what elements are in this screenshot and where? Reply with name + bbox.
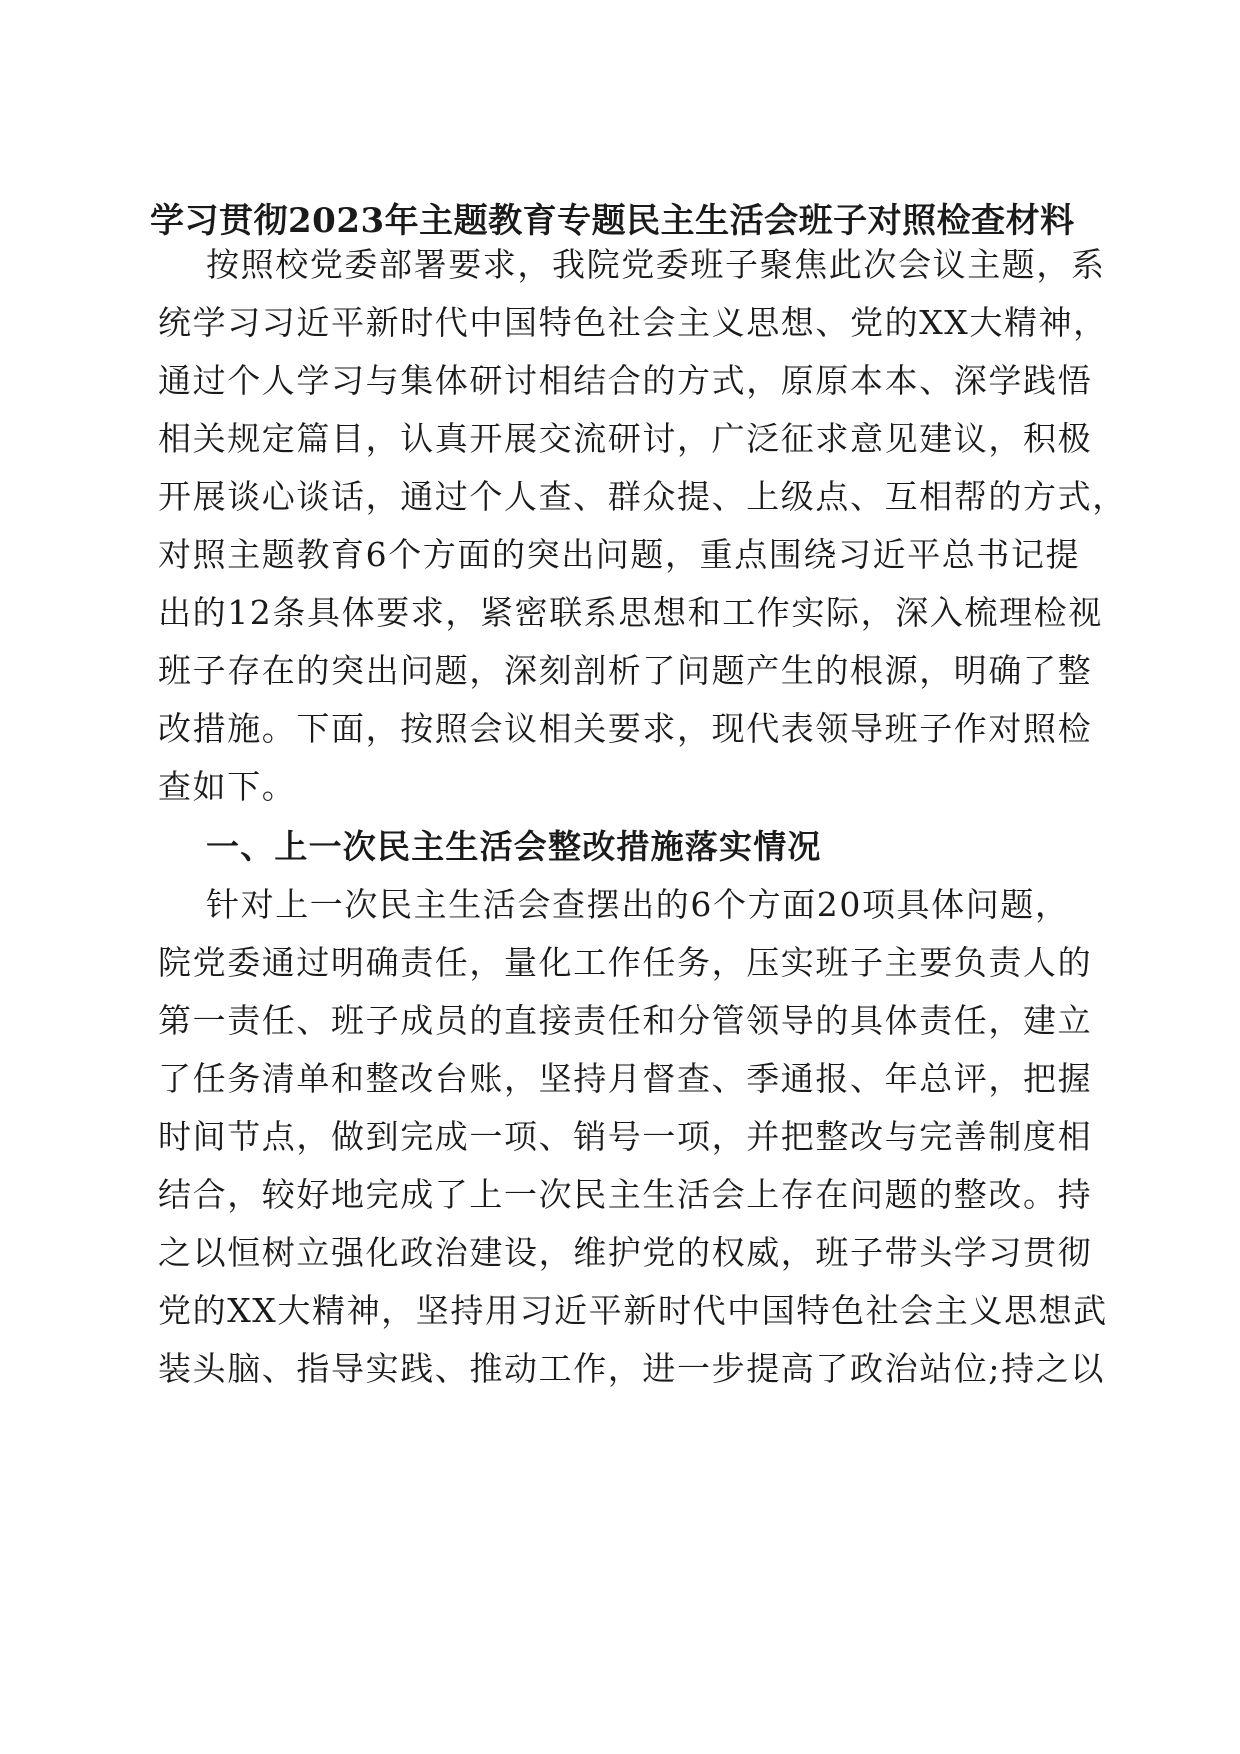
intro-line-9: 改措施。下面，按照会议相关要求，现代表领导班子作对照检	[158, 709, 1093, 748]
section1-line-6: 结合，较好地完成了上一次民主生活会上存在问题的整改。持	[158, 1175, 1093, 1214]
intro-line-8: 班子存在的突出问题，深刻剖析了问题产生的根源，明确了整	[158, 651, 1093, 690]
section1-line-4: 了任务清单和整改台账，坚持月督查、季通报、年总评，把握	[158, 1059, 1093, 1098]
intro-line-7: 出的12条具体要求，紧密联系思想和工作实际，深入梳理检视	[158, 593, 1103, 632]
intro-line-3: 通过个人学习与集体研讨相结合的方式，原原本本、深学践悟	[158, 361, 1093, 400]
intro-line-4: 相关规定篇目，认真开展交流研讨，广泛征求意见建议，积极	[158, 419, 1093, 458]
document-title: 学习贯彻2023年主题教育专题民主生活会班子对照检查材料	[150, 201, 1075, 241]
intro-line-1: 按照校党委部署要求，我院党委班子聚焦此次会议主题，系	[206, 245, 1106, 284]
section1-line-7: 之以恒树立强化政治建设，维护党的权威，班子带头学习贯彻	[158, 1233, 1093, 1272]
section1-line-2: 院党委通过明确责任，量化工作任务，压实班子主要负责人的	[158, 943, 1093, 982]
intro-line-10: 查如下。	[158, 767, 297, 806]
section1-line-5: 时间节点，做到完成一项、销号一项，并把整改与完善制度相	[158, 1117, 1093, 1156]
section1-line-3: 第一责任、班子成员的直接责任和分管领导的具体责任，建立	[158, 1001, 1093, 1040]
section1-line-1: 针对上一次民主生活会查摆出的6个方面20项具体问题，	[206, 885, 1070, 924]
section1-line-9: 装头脑、指导实践、推动工作，进一步提高了政治站位;持之以	[158, 1349, 1105, 1388]
section1-line-8: 党的XX大精神，坚持用习近平新时代中国特色社会主义思想武	[158, 1291, 1108, 1330]
intro-line-5: 开展谈心谈话，通过个人查、群众提、上级点、互相帮的方式，	[158, 477, 1127, 516]
intro-line-6: 对照主题教育6个方面的突出问题，重点围绕习近平总书记提	[158, 535, 1081, 574]
section-heading-1: 一、上一次民主生活会整改措施落实情况	[206, 827, 822, 866]
intro-line-2: 统学习习近平新时代中国特色社会主义思想、党的XX大精神，	[158, 303, 1108, 342]
